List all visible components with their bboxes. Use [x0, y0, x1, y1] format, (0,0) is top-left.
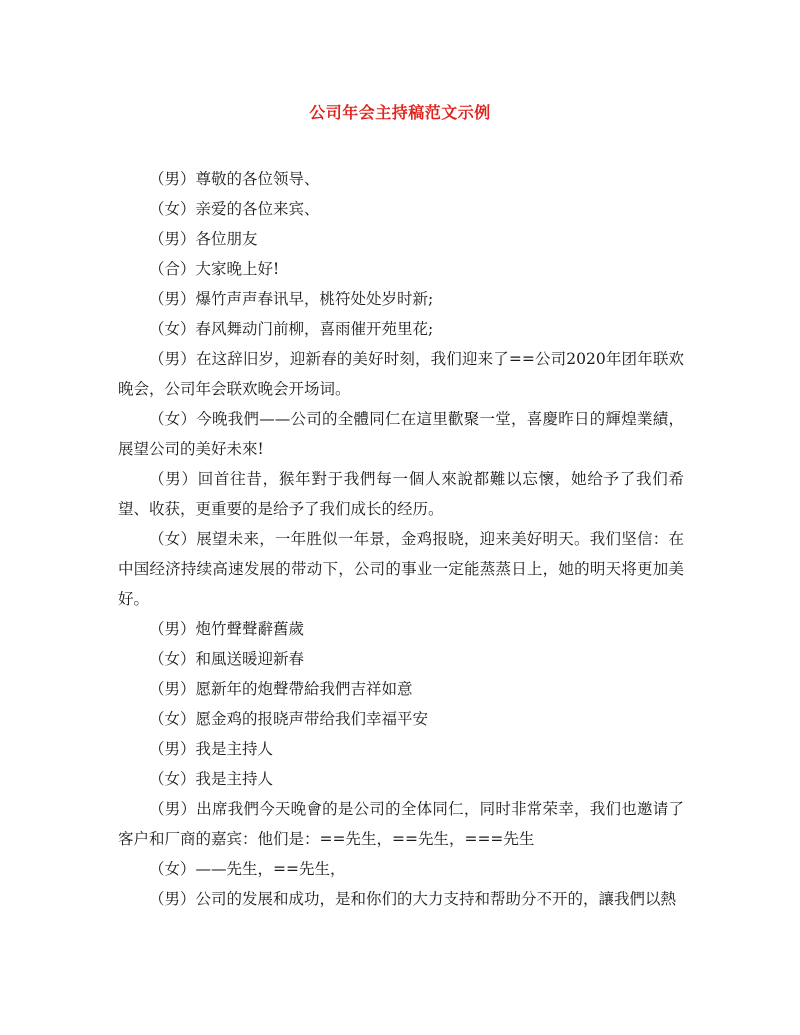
paragraph: （男）炮竹聲聲辭舊歲 [149, 620, 305, 638]
paragraph: （男）在这辞旧岁，迎新春的美好时刻，我们迎来了==公司2020年团年联欢晚会，公司年会联欢晚会开场词。 [118, 350, 684, 398]
paragraph: （女）我是主持人 [149, 770, 274, 788]
paragraph: （男）各位朋友 [149, 230, 258, 248]
paragraph: （男）公司的发展和成功，是和你们的大力支持和帮助分不开的，讓我們以熱 [149, 890, 677, 908]
paragraph: （女）——先生，==先生， [149, 860, 346, 878]
paragraph: （男）尊敬的各位领导、 [149, 170, 320, 188]
paragraph: （男）爆竹声声春讯早，桃符处处岁时新; [149, 290, 434, 308]
paragraph: （合）大家晚上好! [149, 260, 280, 278]
paragraph: （女）愿金鸡的报晓声带给我们幸福平安 [149, 710, 429, 728]
paragraph: （女）今晚我們——公司的全體同仁在這里歡聚一堂，喜慶昨日的輝煌業績，展望公司的美好未來! [118, 410, 684, 458]
paragraph: （女）亲爱的各位来宾、 [149, 200, 320, 218]
paragraph: （男）愿新年的炮聲帶給我們吉祥如意 [149, 680, 413, 698]
document-body [118, 164, 684, 914]
paragraph: （女）和風送暖迎新春 [149, 650, 305, 668]
paragraph: （女）春风舞动门前柳，喜雨催开苑里花; [149, 320, 434, 338]
paragraph: （男）出席我們今天晚會的是公司的全体同仁，同时非常荣幸，我们也邀请了客户和厂商的嘉宾：他们是：==先生，==先生，===先生 [118, 800, 684, 848]
paragraph: （男）我是主持人 [149, 740, 274, 758]
document-title: 公司年会主持稿范文示例 [309, 103, 491, 122]
paragraph: （女）展望未来，一年胜似一年景，金鸡报晓，迎来美好明天。我们坚信：在中国经济持续高速发展的带动下，公司的事业一定能蒸蒸日上，她的明天将更加美好。 [118, 530, 684, 608]
paragraph: （男）回首往昔，猴年對于我們每一個人來說都難以忘懷，她给予了我们希望、收获，更重要的是给予了我们成长的经历。 [118, 470, 684, 518]
